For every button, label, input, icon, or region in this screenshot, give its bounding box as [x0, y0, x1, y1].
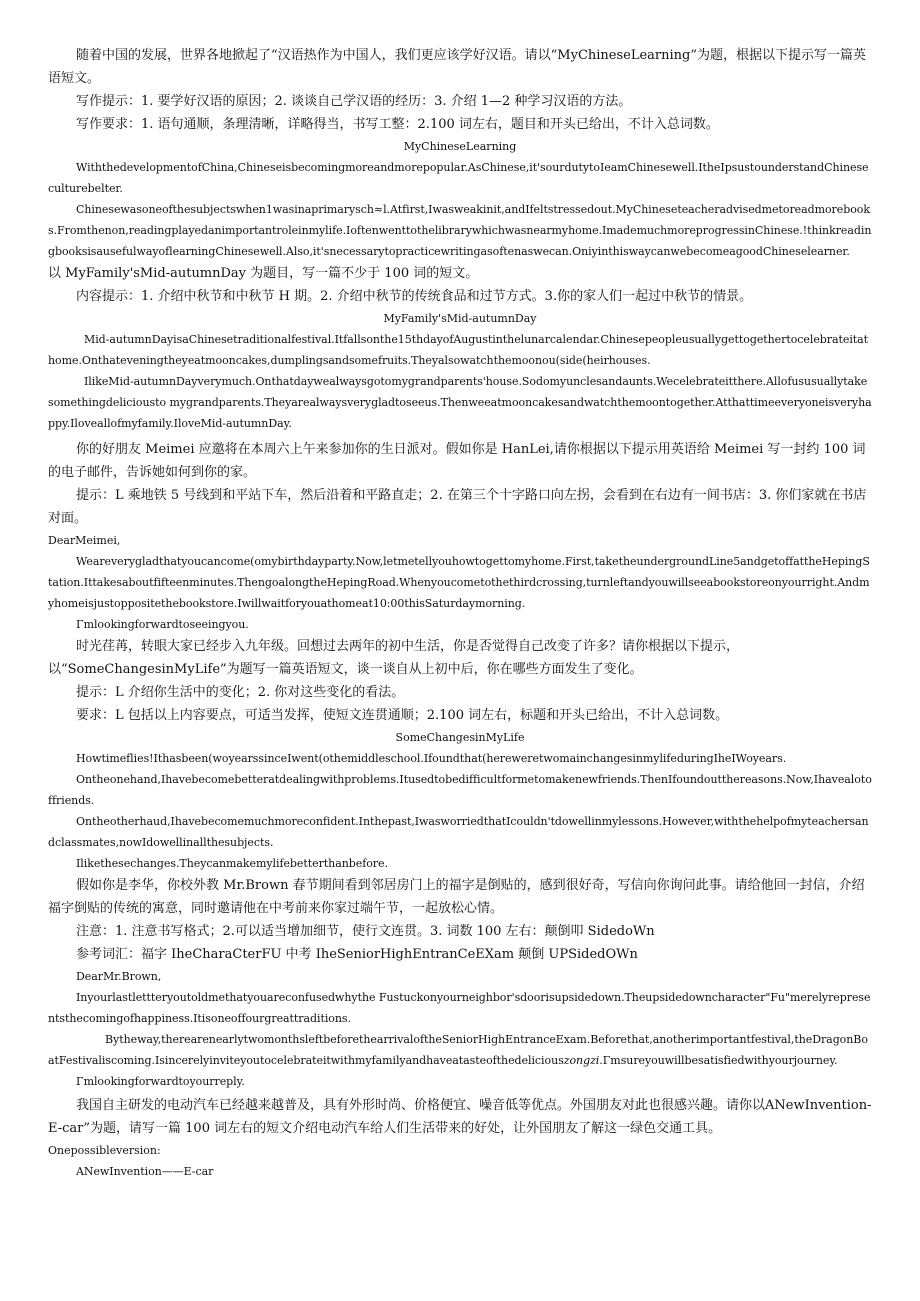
essay-paragraph: Ontheonehand,Ihavebecomebetteratdealingwithproblems.Itusedtobedifficultformetomakenewfriends.ThenIfoundoutthereasons.Now,Ihavealotoffriends. — [48, 773, 872, 807]
essay-paragraph: Chinesewasoneofthesubjectswhen1wasinaprimarysch≈l.Atfirst,Iwasweakinit,andIfeltstressedout.MyChineseteacheradvisedmetoreadmorebooks.Fromthenon,readingplayedanimportantroleinmylife.Ioftenwenttothelibrarywhichwasnearmyhome.ImademuchmoreprogressinChinese.!thinkreadingbooksisausefulwayoflearningChinesewell.Also,it'snecessarytopracticewritingasoftenaswecan.OniyinthiswaycanwebecomeagoodChineselearner. — [48, 203, 872, 258]
essay-title-chinese-learning: MyChineseLearning — [403, 140, 517, 153]
essay-title-mid-autumn: MyFamily'sMid-autumnDay — [383, 312, 537, 325]
letter-notes: 注意：1. 注意书写格式；2.可以适当增加细节，使行文连贯。3. 词数 100 左右：颠倒叩 SidedoWn — [76, 924, 655, 939]
letter-text: Bytheway,therearenearlytwomonthsleftbeforethearrivaloftheSeniorHighEntranceExam.Beforethat,anotherimportantfestival,theDragonBoatFestivaliscoming.Isincerelyinviteyoutocelebrateitwithmyfamilyandhaveatasteofthedelicious — [48, 1033, 868, 1067]
prompt-changes: 时光荏苒，转眼大家已经步入九年级。回想过去两年的初中生活，你是否觉得自己改变了许多？请你根据以下提示，以“SomeChangesinMyLife”为题写一篇英语短文，谈一谈自从上初中后，你在哪些方面发生了变化。 — [48, 639, 740, 677]
essay-paragraph: Ontheotherhaud,Ihavebecomemuchmoreconfident.Inthepast,IwasworriedthatIcouldn'tdowellinmylessons.However,withthehelpofmyteachersandclassmates,nowIdowellinallthesubjects. — [48, 815, 869, 849]
writing-hints: 写作提示：1. 要学好汉语的原因；2. 谈谈自己学汉语的经历：3. 介绍 1—2 种学习汉语的方法。 — [76, 94, 632, 109]
prompt-e-car: 我国自主研发的电动汽车已经越来越普及，具有外形时尚、价格便宜、噪音低等优点。外国朋友对此也很感兴趣。请你以ANewInvention-E-car”为题，请写一篇 100 词左右的短文介绍电动汽车给人们生活带来的好处，让外国朋友了解这一绿色交通工具。 — [48, 1098, 872, 1136]
content-hints: 内容提示：1. 介绍中秋节和中秋节 H 期。2. 介绍中秋节的传统食品和过节方式。3.你的家人们一起过中秋节的情景。 — [76, 289, 753, 304]
essay-title-e-car: ANewInvention——E-car — [76, 1165, 214, 1178]
letter-text: .Γmsureyouwillbesatisfiedwithyourjourney. — [599, 1054, 838, 1067]
prompt-fu-character: 假如你是李华，你校外教 Mr.Brown 春节期间看到邻居房门上的福字是倒贴的，感到很好奇，写信向你询问此事。请给他回一封信，介绍福字倒贴的传统的寓意，同时邀请他在中考前来你家过端午节，一起放松心情。 — [48, 878, 865, 916]
essay-paragraph: IlikeMid-autumnDayverymuch.Onthatdaywealwaysgotomygrandparents'house.Sodomyunclesandaunts.Wecelebrateitthere.Allofususuallytakesomethingdeliciousto mygrandparents.Theyarealwaysverygladtoseeus.Thenweeatmooncakesandwatchthemoontogether.Atthattimeeveryoneisveryhappy.Iloveallofmyfamily.IloveMid-autumnDay. — [48, 375, 872, 430]
essay-paragraph: WiththedevelopmentofChina,Chineseisbecomingmoreandmorepopular.AsChinese,it'sourdutytoIeamChinesewell.ItheIpsustounderstandChineseculturebelter. — [48, 161, 869, 195]
letter-body: Inyourlastlettteryoutoldmethatyouareconfusedwhythe Fustuckonyourneighbor'sdoorisupsidedown.Theupsidedowncharacter"Fu"merelyrepresentsthecomingofhappiness.Itisoneoffourgreattraditions. — [48, 991, 871, 1025]
possible-version-label: Onepossibleversion: — [48, 1144, 161, 1157]
reference-vocabulary: 参考词汇：福字 IheCharaCterFU 中考 IheSeniorHighEntranCeEXam 颠倒 UPSidedOWn — [76, 947, 638, 962]
essay-paragraph: Mid-autumnDayisaChinesetraditionalfestival.Itfallsonthe15thdayofAugustinthelunarcalendar.Chinesepeopleusuallygettogethertocelebrateitathome.Onthateveningtheyeatmooncakes,dumplingsandsomefruits.Theyalsowatchthemoonou(side(heirhouses. — [48, 333, 869, 367]
essay-paragraph: Howtimeflies!Ithasbeen(woyearssinceIwent(othemiddleschool.Ifoundthat(hereweretwomainchangesinmylifeduringIheIWoyears. — [76, 752, 787, 765]
letter-closing: Γmlookingforwardtoseeingyou. — [76, 618, 249, 631]
directions-hints: 提示：L 乘地铁 5 号线到和平站下车，然后沿着和平路直走；2. 在第三个十字路口向左拐，会看到在右边有一间书店：3. 你们家就在书店对面。 — [48, 488, 867, 526]
letter-greeting: DearMr.Brown, — [76, 970, 162, 983]
essay-paragraph: Ilikethesechanges.Theycanmakemylifebetterthanbefore. — [76, 857, 388, 870]
prompt-mid-autumn: 以 MyFamily'sMid-autumnDay 为题目，写一篇不少于 100 词的短文。 — [48, 266, 479, 281]
zongzi-word: zongzi — [563, 1054, 600, 1067]
prompt-birthday-email: 你的好朋友 Meimei 应邀将在本周六上午来参加你的生日派对。假如你是 HanLei,请你根据以下提示用英语给 Meimei 写一封约 100 词的电子邮件，告诉她如何到你的家。 — [48, 442, 866, 480]
writing-requirements: 写作要求：1. 语句通顺，条理清晰，详略得当，书写工整：2.100 词左右，题目和开头已给出，不计入总词数。 — [76, 117, 719, 132]
changes-hints: 提示：L 介绍你生活中的变化；2. 你对这些变化的看法。 — [76, 685, 405, 700]
essay-title-changes: SomeChangesinMyLife — [395, 731, 525, 744]
prompt-chinese-learning: 随着中国的发展，世界各地掀起了“汉语热作为中国人，我们更应该学好汉语。请以“MyChineseLearning”为题，根据以下提示写一篇英语短文。 — [48, 48, 867, 86]
letter-body: Weareverygladthatyoucancome(omybirthdayparty.Now,letmetellyouhowtogettomyhome.First,taketheundergroundLine5andgetoffattheHepingStation.Ittakesaboutfifteenminutes.ThengoalongtheHepingRoad.Whenyoucometothethirdcrossing,turnleftandyouwillseeabookstoreonyourright.Andmyhomeisjustoppositethebookstore.Iwillwaitforyouathomeat10:00thisSaturdaymorning. — [48, 555, 870, 610]
letter-greeting: DearMeimei, — [48, 534, 121, 547]
letter-closing: Γmlookingforwardtoyourreply. — [76, 1075, 245, 1088]
letter-body — [48, 1029, 872, 1071]
changes-requirements: 要求：L 包括以上内容要点，可适当发挥，使短文连贯通顺；2.100 词左右，标题和开头已给出，不计入总词数。 — [76, 708, 729, 723]
